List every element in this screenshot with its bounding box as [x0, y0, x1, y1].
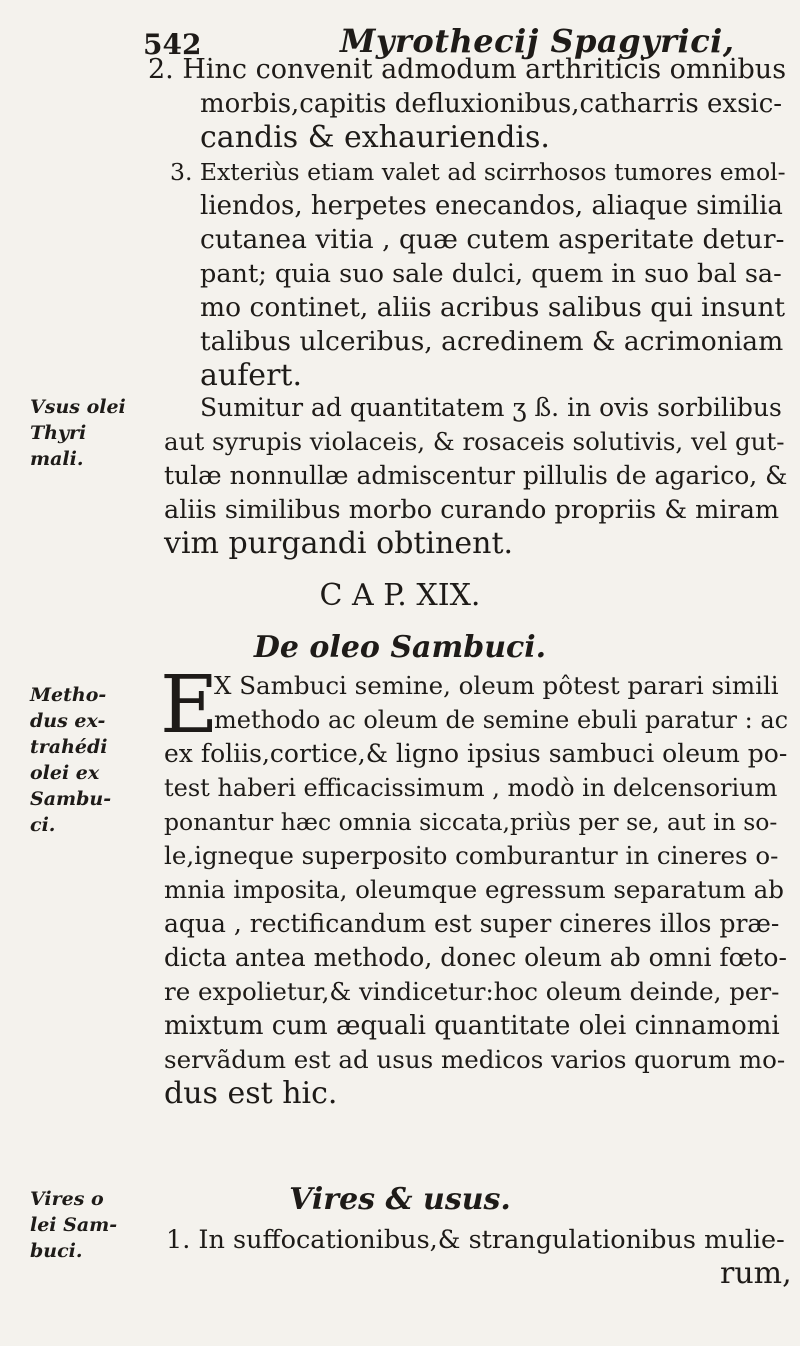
page-number: 542: [143, 28, 202, 61]
text-line: talibus ulceribus, acredinem & acrimoniam: [200, 326, 784, 357]
text-line: morbis,capitis defluxionibus,catharris exsic-: [200, 89, 783, 119]
text-line: tulæ nonnullæ admiscentur pillulis de agarico, &: [164, 461, 788, 490]
margin-note: ci.: [30, 814, 56, 836]
text-line: aufert.: [200, 358, 302, 393]
text-line: 1. In suffocationibus,& strangulationibus mulie-: [166, 1225, 785, 1255]
text-line: mo continet, aliis acribus salibus qui insunt: [200, 292, 786, 323]
text-line: Sumitur ad quantitatem ʒ ß. in ovis sorbilibus: [200, 393, 782, 422]
running-title: Myrothecij Spagyrici,: [340, 22, 735, 60]
text-line: candis & exhauriendis.: [200, 120, 550, 155]
chapter-title: De oleo Sambuci.: [253, 630, 547, 665]
catchword: rum,: [720, 1256, 792, 1291]
text-line: test haberi efficacissimum , modò in delcensorium: [164, 774, 778, 802]
text-line: ex foliis,cortice,& ligno ipsius sambuci oleum po-: [164, 739, 788, 768]
margin-note: Sambu-: [30, 788, 112, 810]
text-line: vim purgandi obtinent.: [164, 526, 514, 561]
margin-note: trahédi: [30, 736, 108, 758]
margin-note: lei Sam-: [30, 1214, 118, 1236]
text-line: methodo ac oleum de semine ebuli paratur : ac: [214, 706, 789, 734]
margin-note: mali.: [30, 448, 84, 470]
text-line: aqua , rectificandum est super cineres illos præ-: [164, 909, 780, 938]
margin-note: Vires o: [30, 1188, 104, 1210]
text-line: ponantur hæc omnia siccata,priùs per se, aut in so-: [164, 808, 778, 836]
text-line: le,igneque superposito comburantur in cineres o-: [164, 841, 779, 870]
text-line: 3. Exteriùs etiam valet ad scirrhosos tumores emol-: [170, 158, 786, 186]
text-line: aliis similibus morbo curando propriis & miram: [164, 495, 780, 525]
text-line: liendos, herpetes enecandos, aliaque similia: [200, 191, 783, 221]
text-line: cutanea vitia , quæ cutem asperitate detur-: [200, 224, 785, 255]
text-line: aut syrupis violaceis, & rosaceis solutivis, vel gut-: [164, 427, 785, 456]
text-line: X Sambuci semine, oleum pôtest parari simili: [214, 671, 779, 700]
text-line: mnia imposita, oleumque egressum separatum ab: [164, 875, 784, 904]
margin-note: Metho-: [30, 684, 107, 706]
margin-note: Vsus olei: [30, 396, 126, 418]
section-title: Vires & usus.: [289, 1182, 511, 1217]
text-line: mixtum cum æquali quantitate olei cinnamomi: [164, 1011, 780, 1041]
text-line: servãdum est ad usus medicos varios quorum mo-: [164, 1045, 786, 1074]
drop-cap: E: [160, 658, 219, 751]
margin-note: olei ex: [30, 762, 100, 784]
margin-note: dus ex-: [30, 710, 106, 732]
chapter-label: C A P. XIX.: [319, 578, 481, 613]
text-line: re expolietur,& vindicetur:hoc oleum deinde, per-: [164, 977, 780, 1006]
margin-note: Thyri: [30, 422, 87, 444]
text-line: dus est hic.: [164, 1076, 338, 1111]
margin-note: buci.: [30, 1240, 83, 1262]
text-line: 2. Hinc convenit admodum arthriticis omnibus: [148, 54, 787, 85]
text-line: pant; quia suo sale dulci, quem in suo bal sa-: [200, 259, 782, 289]
text-line: dicta antea methodo, donec oleum ab omni fœto-: [164, 943, 787, 972]
